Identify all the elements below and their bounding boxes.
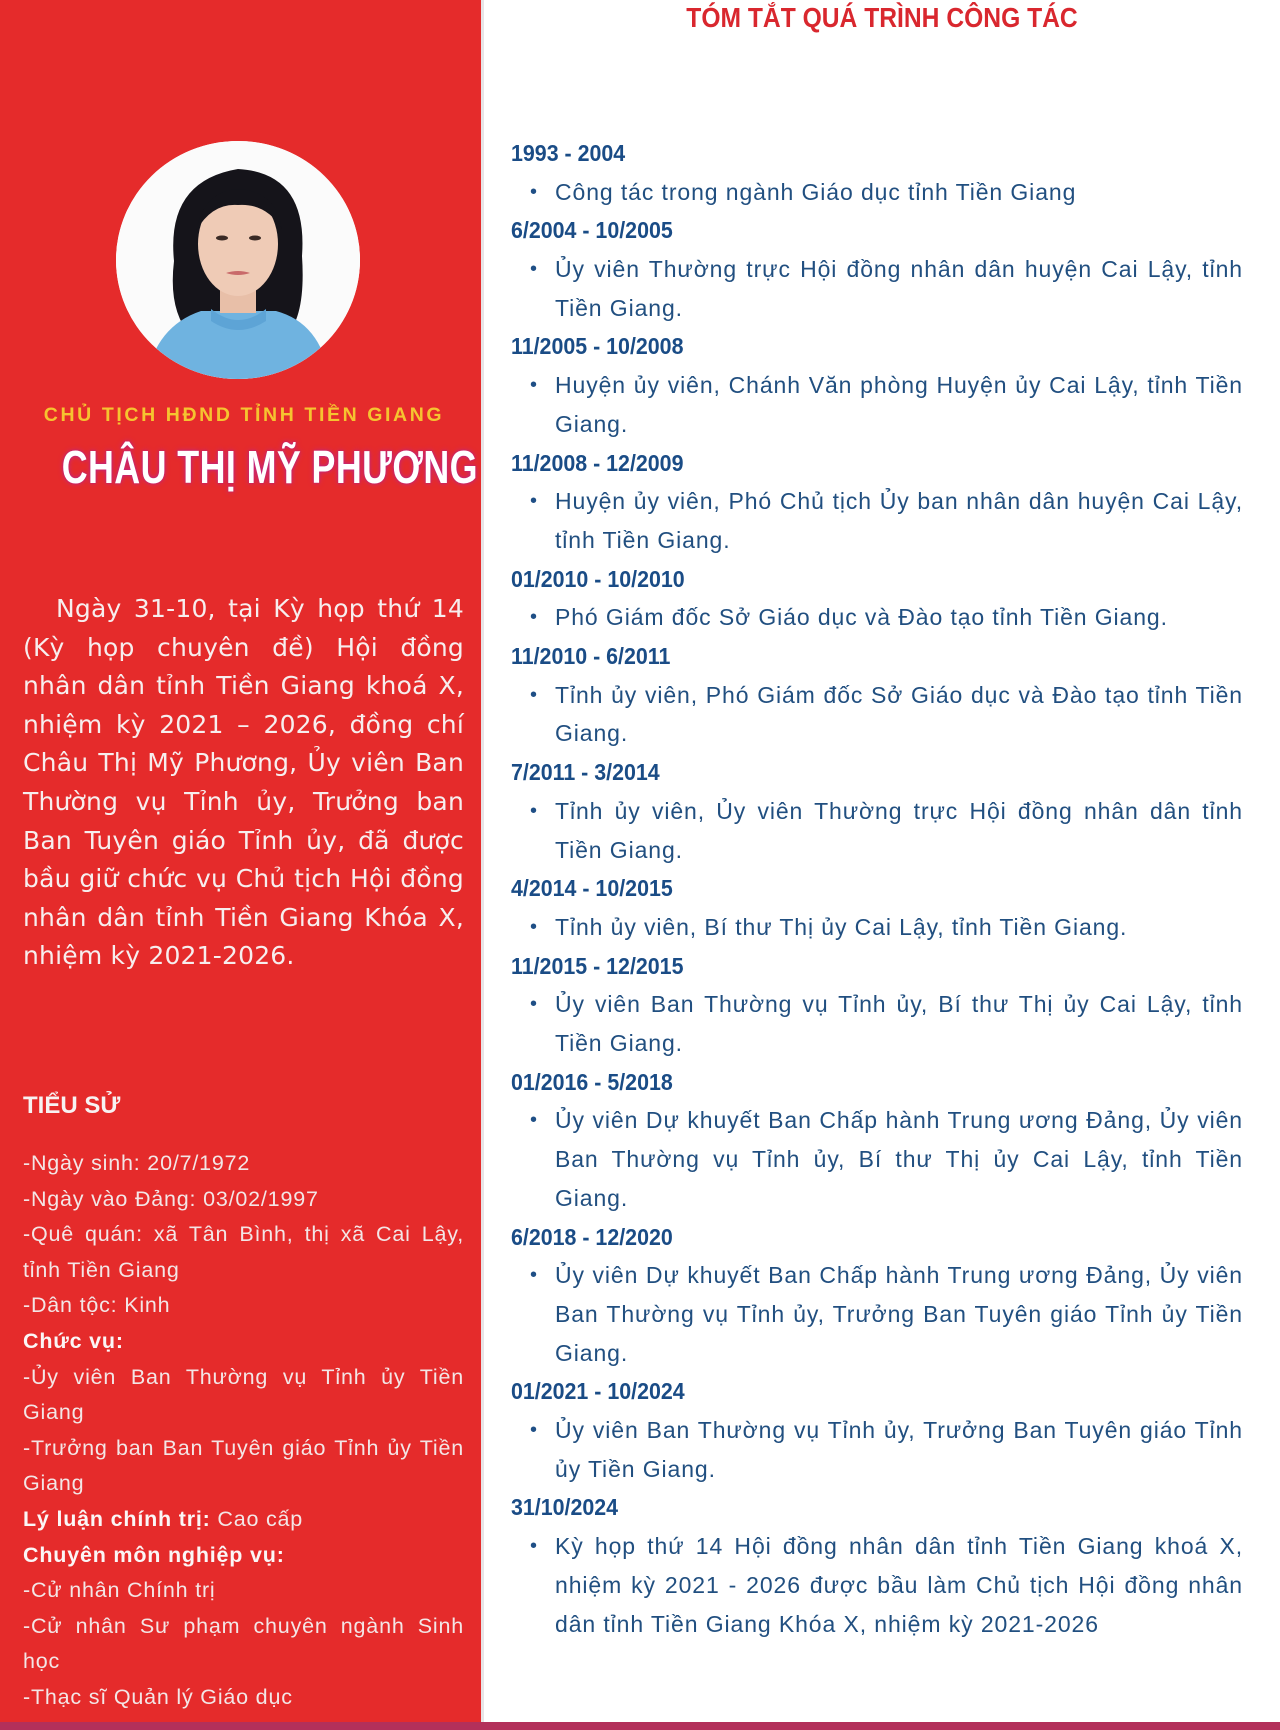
bullet-icon: • <box>530 490 538 513</box>
entry-description-text: Huyện ủy viên, Phó Chủ tịch Ủy ban nhân dân huyện Cai Lậy, tỉnh Tiền Giang. <box>555 488 1243 553</box>
entry-description <box>511 792 1243 869</box>
bullet-icon: • <box>530 1264 538 1287</box>
timeline-entry <box>511 637 1243 753</box>
bio-position-item: -Trưởng ban Ban Tuyên giáo Tỉnh ủy Tiền Giang <box>23 1435 464 1496</box>
column-divider <box>481 0 484 1722</box>
entry-description <box>511 1411 1243 1488</box>
bio-party-date: -Ngày vào Đảng: 03/02/1997 <box>23 1186 319 1211</box>
timeline-entry <box>511 1063 1243 1218</box>
entry-description <box>511 1256 1243 1372</box>
entry-description-text: Ủy viên Thường trực Hội đồng nhân dân huyện Cai Lậy, tỉnh Tiền Giang. <box>555 256 1243 321</box>
intro-text: Ngày 31-10, tại Kỳ họp thứ 14 (Kỳ họp chuyên đề) Hội đồng nhân dân tỉnh Tiền Giang khoá X, nhiệm kỳ 2021 – 2026, đồng chí Châu Thị Mỹ Phương, Ủy viên Ban Thường vụ Tỉnh ủy, Trưởng ban Ban Tuyên giáo Tỉnh ủy, đã được bầu giữ chức vụ Chủ tịch Hội đồng nhân dân tỉnh Tiền Giang Khóa X, nhiệm kỳ 2021-2026. <box>23 594 464 971</box>
timeline-entry <box>511 444 1243 560</box>
biography-list <box>23 1146 464 1716</box>
bullet-icon: • <box>530 606 538 629</box>
entry-period: 6/2004 - 10/2005 <box>511 217 673 244</box>
entry-period: 11/2010 - 6/2011 <box>511 643 671 670</box>
position-subtitle: CHỦ TỊCH HĐND TỈNH TIỀN GIANG <box>43 404 445 426</box>
career-title: TÓM TẮT QUÁ TRÌNH CÔNG TÁC <box>686 2 1078 33</box>
timeline-entry <box>511 753 1243 869</box>
entry-period: 6/2018 - 12/2020 <box>511 1223 673 1250</box>
bio-ethnicity: -Dân tộc: Kinh <box>23 1293 171 1318</box>
timeline-entry <box>511 1488 1243 1643</box>
entry-period: 4/2014 - 10/2015 <box>511 875 673 902</box>
bullet-icon: • <box>530 993 538 1016</box>
entry-period: 11/2008 - 12/2009 <box>511 449 684 476</box>
intro-paragraph <box>23 590 464 976</box>
bio-political-theory-label: Lý luận chính trị: <box>23 1506 211 1531</box>
bullet-icon: • <box>530 258 538 281</box>
entry-period: 11/2005 - 10/2008 <box>511 333 684 360</box>
entry-description <box>511 676 1243 753</box>
bio-hometown: -Quê quán: xã Tân Bình, thị xã Cai Lậy, tỉnh Tiền Giang <box>23 1222 464 1282</box>
entry-description <box>511 985 1243 1062</box>
portrait-photo <box>116 141 360 379</box>
timeline-entry <box>511 211 1243 327</box>
bio-expertise-item: -Thạc sĩ Quản lý Giáo dục <box>23 1684 293 1709</box>
timeline-entry <box>511 1372 1243 1488</box>
entry-description-text: Phó Giám đốc Sở Giáo dục và Đào tạo tỉnh Tiền Giang. <box>555 604 1168 631</box>
entry-description-text: Huyện ủy viên, Chánh Văn phòng Huyện ủy Cai Lậy, tỉnh Tiền Giang. <box>555 372 1243 437</box>
bullet-icon: • <box>530 374 538 397</box>
bullet-icon: • <box>530 180 538 203</box>
entry-description-text: Công tác trong ngành Giáo dục tỉnh Tiền Giang <box>555 178 1077 205</box>
bio-position-item: -Ủy viên Ban Thường vụ Tỉnh ủy Tiền Giang <box>23 1364 464 1425</box>
entry-description-text: Ủy viên Ban Thường vụ Tỉnh ủy, Trưởng Ban Tuyên giáo Tỉnh ủy Tiền Giang. <box>555 1417 1243 1482</box>
timeline-entry <box>511 134 1243 211</box>
bio-birth-date: -Ngày sinh: 20/7/1972 <box>23 1151 251 1175</box>
career-timeline <box>511 134 1243 1643</box>
timeline-entry <box>511 947 1243 1063</box>
entry-period: 31/10/2024 <box>511 1494 619 1521</box>
bio-expertise-item: -Cử nhân Chính trị <box>23 1578 216 1603</box>
entry-description <box>511 173 1243 212</box>
entry-description-text: Tỉnh ủy viên, Bí thư Thị ủy Cai Lậy, tỉnh Tiền Giang. <box>555 913 1128 940</box>
entry-period: 01/2010 - 10/2010 <box>511 565 685 592</box>
biography-title: TIỂU SỬ <box>23 1092 121 1119</box>
entry-description <box>511 482 1243 559</box>
bullet-icon: • <box>530 799 538 822</box>
entry-description <box>511 366 1243 443</box>
entry-description-text: Ủy viên Dự khuyết Ban Chấp hành Trung ương Đảng, Ủy viên Ban Thường vụ Tỉnh ủy, Bí thư Thị ủy Cai Lậy, tỉnh Tiền Giang. <box>555 1107 1243 1211</box>
bio-positions-label: Chức vụ: <box>23 1328 124 1353</box>
bullet-icon: • <box>530 1535 538 1558</box>
bio-political-theory-value: Cao cấp <box>210 1506 304 1531</box>
entry-description-text: Tỉnh ủy viên, Ủy viên Thường trực Hội đồng nhân dân tỉnh Tiền Giang. <box>555 797 1243 863</box>
timeline-entry <box>511 869 1243 946</box>
bullet-icon: • <box>530 915 538 938</box>
timeline-entry <box>511 327 1243 443</box>
timeline-entry <box>511 1218 1243 1373</box>
bottom-stripe <box>0 1722 1280 1730</box>
bio-expertise-label: Chuyên môn nghiệp vụ: <box>23 1542 285 1567</box>
entry-description <box>511 1101 1243 1217</box>
entry-period: 7/2011 - 3/2014 <box>511 759 660 786</box>
person-portrait-icon <box>116 141 360 379</box>
entry-period: 01/2016 - 5/2018 <box>511 1068 673 1095</box>
timeline-entry <box>511 560 1243 637</box>
entry-description-text: Kỳ họp thứ 14 Hội đồng nhân dân tỉnh Tiền Giang khoá X, nhiệm kỳ 2021 - 2026 được bầu làm Chủ tịch Hội đồng nhân dân tỉnh Tiền Giang Khóa X, nhiệm kỳ 2021-2026 <box>555 1533 1243 1637</box>
bullet-icon: • <box>530 1419 538 1442</box>
entry-description-text: Tỉnh ủy viên, Phó Giám đốc Sở Giáo dục và Đào tạo tỉnh Tiền Giang. <box>555 681 1243 747</box>
entry-period: 1993 - 2004 <box>511 140 626 166</box>
entry-description <box>511 1527 1243 1643</box>
bio-expertise-item: -Cử nhân Sư phạm chuyên ngành Sinh học <box>23 1613 464 1674</box>
bullet-icon: • <box>530 683 538 706</box>
entry-description-text: Ủy viên Dự khuyết Ban Chấp hành Trung ương Đảng, Ủy viên Ban Thường vụ Tỉnh ủy, Trưởng Ban Tuyên giáo Tỉnh ủy Tiền Giang. <box>555 1262 1243 1366</box>
person-name: CHÂU THỊ MỸ PHƯƠNG <box>61 441 478 493</box>
bio-political-theory <box>23 1502 464 1538</box>
entry-description-text: Ủy viên Ban Thường vụ Tỉnh ủy, Bí thư Thị ủy Cai Lậy, tỉnh Tiền Giang. <box>555 991 1243 1057</box>
bullet-icon: • <box>530 1109 538 1132</box>
entry-description <box>511 250 1243 327</box>
entry-description <box>511 598 1243 637</box>
entry-period: 11/2015 - 12/2015 <box>511 952 684 979</box>
entry-period: 01/2021 - 10/2024 <box>511 1378 685 1405</box>
entry-description <box>511 908 1243 947</box>
